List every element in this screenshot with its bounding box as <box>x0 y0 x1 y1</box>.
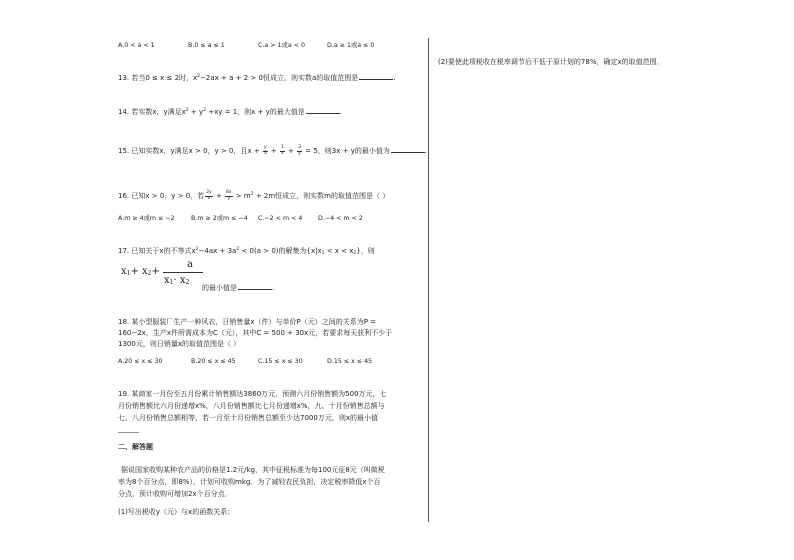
q17-text-b: −4ax + 3a <box>198 247 237 255</box>
q17-den-sub2: 2 <box>185 279 190 286</box>
q18-line-2: 160−2x，生产x件所需成本为C（元），其中C = 500 + 30x元，若要求每天获利不少于 <box>118 329 393 337</box>
q17-sub1: 1 <box>321 251 325 256</box>
q17-tail <box>202 283 274 293</box>
q19-line-4: ______ <box>118 425 139 433</box>
q17-formula-left <box>121 266 160 277</box>
q13-text-b: −2ax + a + 2 > 0恒成立，则实数a的取值范围是 <box>200 74 359 82</box>
q14-text-a: 14. 若实数x，y满足x <box>118 108 186 116</box>
q16-sup: 2 <box>250 192 254 197</box>
question-15 <box>118 146 427 156</box>
q16-text-c: + 2m恒成立，则实数m的取值范围是（ ） <box>253 192 390 200</box>
q17-sub2: 2 <box>353 251 357 256</box>
q17-text-e: }，则 <box>356 247 375 255</box>
column-divider <box>428 38 429 522</box>
q16-text-b: > m <box>233 192 251 200</box>
answer-blank <box>238 283 275 292</box>
question-13 <box>118 73 395 83</box>
q17-sup2: 2 <box>236 247 240 252</box>
q17-end: . <box>272 284 275 292</box>
q17-fraction-denominator <box>164 275 189 286</box>
q15-plus2: + <box>285 147 297 155</box>
q15-f2-num: 1 <box>280 145 284 150</box>
q14-text-b: +xy = 1，则x + y的最大值是 <box>206 108 305 116</box>
q17-formula-x1: x <box>121 266 127 277</box>
subquestion-1: (1)写出税收y（元）与x的函数关系； <box>118 508 235 516</box>
q13-sup: 2 <box>197 74 201 79</box>
q15-end: . <box>424 147 428 155</box>
option-a: A.0 < a < 1 <box>118 42 155 49</box>
q16-option-a: A.m ≥ 4或m ≤ −2 <box>118 215 175 222</box>
fraction-1-over-x <box>280 146 285 156</box>
para-line-2: 率为8个百分点，即8%），计划可收购mkg．为了减轻农民负担，决定税率降低x个百 <box>118 478 381 486</box>
q16-text-a: 16. 已知x > 0，y > 0，若 <box>118 192 205 200</box>
q16-plus: + <box>213 192 225 200</box>
q17-text-d: < x < x <box>324 247 354 255</box>
q13-end: . <box>393 74 396 82</box>
q14-end: . <box>339 108 342 116</box>
q16-option-b: B.m ≥ 2或m ≤ −4 <box>191 215 248 222</box>
q14-sup2: 2 <box>203 108 207 113</box>
q17-formula-plus-x2: + x <box>130 266 148 277</box>
fraction-y-over-3 <box>263 146 268 156</box>
q15-f2-den: x <box>281 150 284 156</box>
q19-line-3: 七、八月份销售总额相等，若一月至十月份销售总额至少达7000万元，则x的最小值 <box>118 414 378 422</box>
q17-text-a: 17. 已知关于x的不等式x <box>118 247 196 255</box>
para-line-1: 据说国家收购某种农产品的价格是1.2元/kg，其中征税标准为每100元征8元（叫做税 <box>121 466 385 474</box>
q16-f1-den: x <box>207 195 211 201</box>
q19-line-2: 月份销售额比六月份递增x%，八月份销售额比七月份递增x%，九、十月份销售总额与 <box>118 402 385 410</box>
q17-formula-plus: + <box>151 266 160 277</box>
q19-line-1: 19. 某商家一月份至五月份累计销售额达3860万元，预测六月份销售额为500万元，七 <box>118 390 387 398</box>
q15-plus1: + <box>268 147 279 155</box>
q17-fraction-numerator: a <box>187 259 193 270</box>
q18-option-a: A.20 ≤ x ≤ 30 <box>118 358 163 365</box>
q15-f3-num: 3 <box>298 145 302 150</box>
q18-option-d: D.15 ≤ x ≤ 45 <box>327 358 373 365</box>
question-14 <box>118 107 342 117</box>
answer-blank <box>306 107 340 114</box>
answer-blank <box>391 146 428 155</box>
q16-f2-num: 8x <box>226 190 232 195</box>
q15-f3-den: y <box>298 150 301 156</box>
answer-blank <box>359 73 396 82</box>
question-16 <box>118 191 389 201</box>
q18-option-c: C.15 ≤ x ≤ 30 <box>258 358 303 365</box>
q14-mid: + y <box>188 108 204 116</box>
q14-sup1: 2 <box>185 108 189 113</box>
q17-den-x1: x <box>164 275 170 286</box>
fraction-3-over-y <box>297 146 302 156</box>
q17-tail-text: 的最小值是 <box>202 284 237 292</box>
q17-den-dot-x2: · x <box>173 275 186 286</box>
q17-formula-sub1: 1 <box>126 270 131 277</box>
option-d: D.a ≥ 1或a ≤ 0 <box>327 42 375 49</box>
subquestion-2: (2)要使此项税收在税率调节后不低于原计划的78%，确定x的取值范围． <box>438 58 664 66</box>
q18-line-1: 18. 某小型服装厂生产一种风衣，日销售量x（件）与单价P（元）之间的关系为P = <box>118 318 377 326</box>
fraction-8x-over-y <box>225 191 233 201</box>
q16-option-d: D.−4 < m < 2 <box>318 215 363 222</box>
q17-den-sub1: 1 <box>169 279 174 286</box>
q18-option-b: B.20 ≤ x ≤ 45 <box>191 358 236 365</box>
q15-text-b: = 5，则3x + y的最小值为 <box>303 147 390 155</box>
q15-text-a: 15. 已知实数x，y满足x > 0，y > 0，且x + <box>118 147 262 155</box>
q17-fraction-bar <box>163 272 203 273</box>
q18-line-3: 1300元，则日销量x的取值范围是（ ） <box>118 340 241 348</box>
q15-f1-den: 3 <box>263 150 267 156</box>
q17-sup: 2 <box>195 247 199 252</box>
section-heading: 二、解答题 <box>118 443 153 451</box>
question-17 <box>118 247 375 256</box>
para-line-3: 分点，预计收购可增加2x个百分点． <box>118 490 232 498</box>
option-c: C.a > 1或a < 0 <box>258 42 305 49</box>
q16-f1-num: 2y <box>206 190 212 195</box>
fraction-2y-over-x <box>205 191 213 201</box>
q16-option-c: C.−2 < m < 4 <box>258 215 303 222</box>
q17-formula-sub2: 2 <box>147 270 152 277</box>
q15-f1-num: y <box>263 145 267 150</box>
q13-text-a: 13. 若当0 ≤ x ≤ 2时，x <box>118 74 198 82</box>
q17-text-c: < 0(a > 0)的解集为{x|x <box>239 247 322 255</box>
option-b: B.0 ≤ a ≤ 1 <box>188 42 225 49</box>
q16-f2-den: y <box>227 195 231 201</box>
